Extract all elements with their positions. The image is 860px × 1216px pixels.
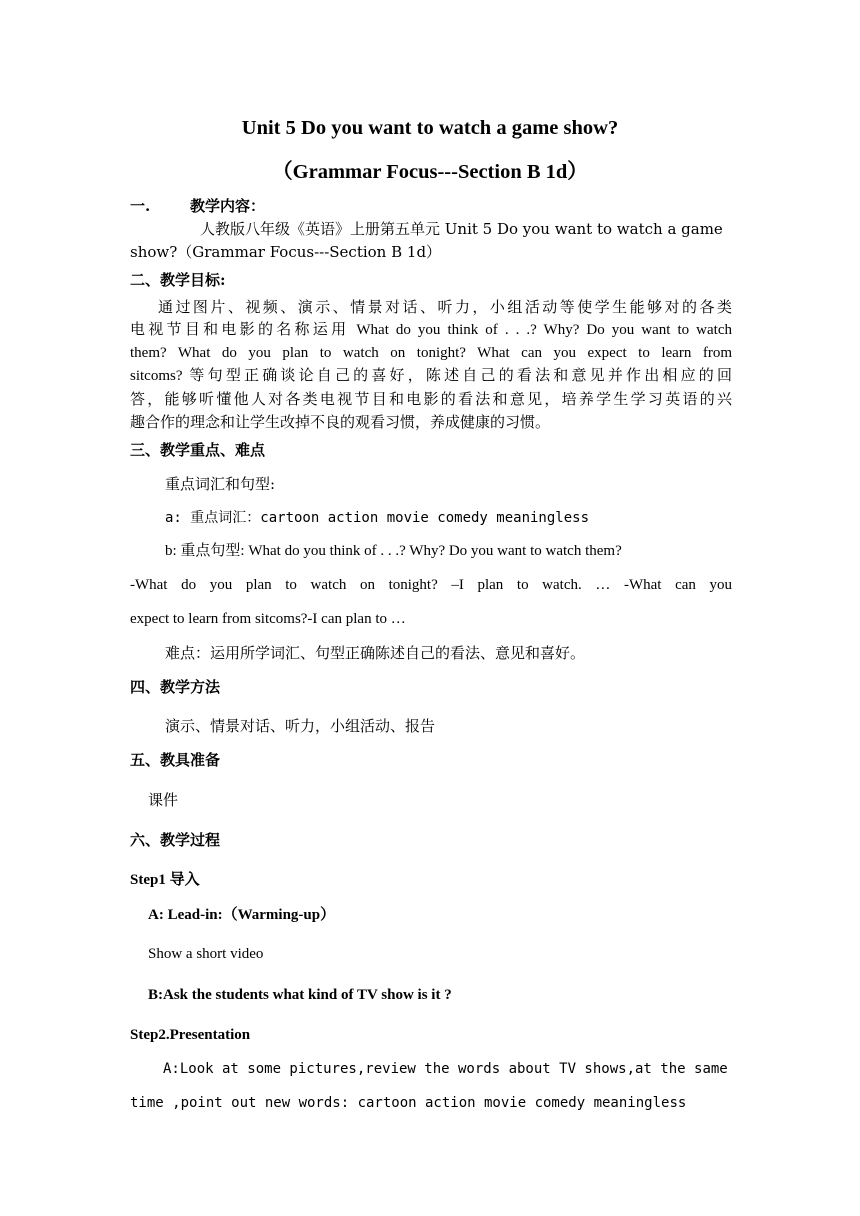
document-subtitle: （Grammar Focus---Section B 1d） (272, 161, 588, 183)
section-1-title: 教学内容： (190, 197, 266, 215)
document-title: Unit 5 Do you want to watch a game show? (241, 117, 619, 139)
section-2-line-1: 通过图片、视频、演示、情景对话、听力，小组活动等使学生能够对的各类 (158, 298, 732, 316)
section-3-item-b: b: 重点句型: What do you think of . . .? Why? Do you want to watch them? (165, 543, 622, 559)
section-3-heading: 三、教学重点、难点 (130, 441, 266, 459)
section-3-item-b-line-2: -What do you plan to watch on tonight? –I plan to watch. … -What can you (130, 577, 732, 593)
section-1-line-1: 人教版八年级《英语》上册第五单元 Unit 5 Do you want to watch a game (200, 220, 723, 238)
section-3-difficulty: 难点：运用所学词汇、句型正确陈述自己的看法、意见和喜好。 (165, 644, 586, 662)
section-1-heading (130, 196, 732, 216)
section-4-heading: 四、教学方法 (130, 678, 221, 696)
section-3-item-b-line-3: expect to learn from sitcoms?-I can plan to … (130, 611, 406, 627)
section-1-number: 一. (130, 197, 151, 215)
section-3-item-a: a: 重点词汇：cartoon action movie comedy meaningless (165, 510, 590, 526)
step-1-item-b: B:Ask the students what kind of TV show is it ? (148, 987, 452, 1003)
step-2-line-2: time ,point out new words: cartoon action movie comedy meaningless (130, 1095, 687, 1111)
section-2-line-2: 电视节目和电影的名称运用 What do you think of . . .? Why? Do you want to watch (130, 322, 732, 338)
section-2-line-3: them? What do you plan to watch on tonight? What can you expect to learn from (130, 345, 732, 361)
section-5-text: 课件 (148, 791, 179, 809)
section-4-text: 演示、情景对话、听力，小组活动、报告 (165, 717, 436, 735)
step-1-item-a-text: Show a short video (148, 946, 264, 962)
section-2-heading: 二、教学目标: (130, 271, 226, 289)
step-1-item-a: A: Lead-in:（Warming-up） (148, 907, 336, 923)
step-2-heading: Step2.Presentation (130, 1027, 251, 1043)
step-2-line-1: A:Look at some pictures,review the words about TV shows,at the same (163, 1061, 728, 1077)
step-1-heading: Step1 导入 (130, 872, 200, 888)
section-2-line-5: 答，能够听懂他人对各类电视节目和电影的看法和意见，培养学生学习英语的兴 (130, 390, 732, 408)
section-2-line-4: sitcoms? 等句型正确谈论自己的喜好，陈述自己的看法和意见并作出相应的回 (130, 368, 732, 384)
section-5-heading: 五、教具准备 (130, 751, 221, 769)
section-6-heading: 六、教学过程 (130, 831, 221, 849)
section-1-line-2: show?（Grammar Focus---Section B 1d） (130, 243, 442, 261)
section-2-line-6: 趣合作的理念和让学生改掉不良的观看习惯，养成健康的习惯。 (130, 413, 551, 431)
section-3-subheading: 重点词汇和句型: (165, 475, 276, 493)
